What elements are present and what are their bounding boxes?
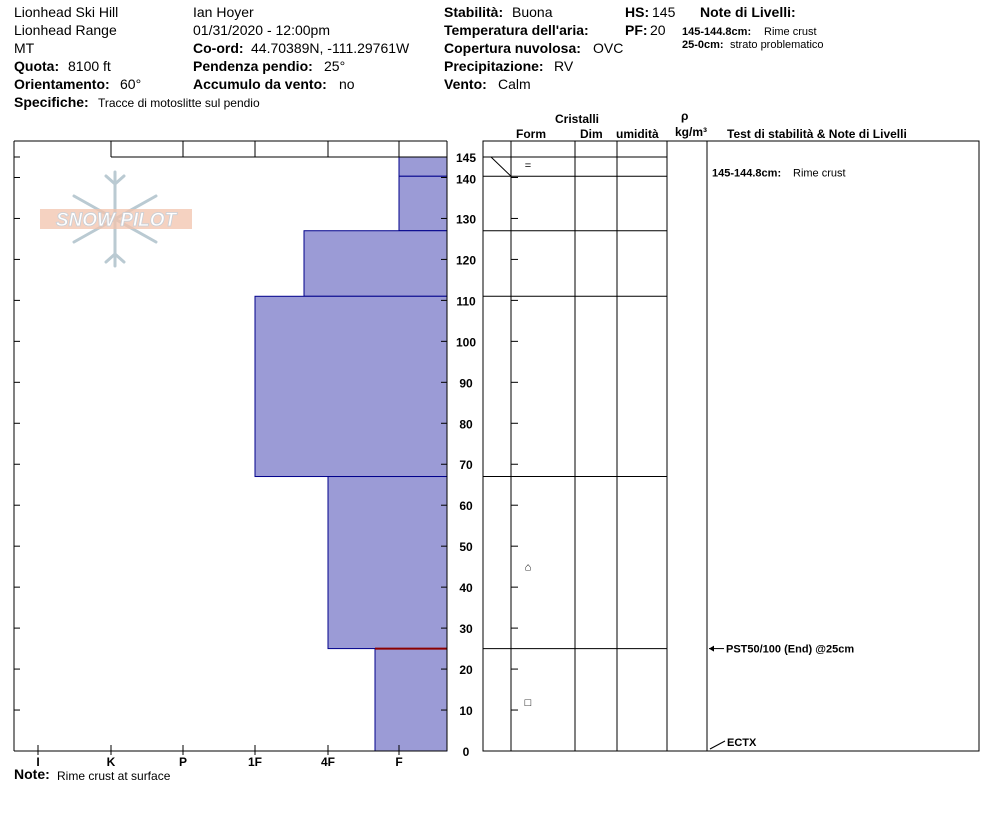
- hardness-layer-3: [304, 231, 447, 297]
- stability-label: Stabilità:: [444, 4, 504, 20]
- hardness-layer-1: [399, 157, 447, 176]
- stability-test-arrow-2: [710, 741, 725, 749]
- elevation-value: 8100 ft: [68, 58, 111, 74]
- depth-tick-label-140: 140: [455, 172, 477, 187]
- depth-tick-label-90: 90: [459, 376, 473, 391]
- tests-heading: Test di stabilità & Note di Livelli: [727, 127, 907, 141]
- hardness-layer-4: [255, 296, 447, 476]
- rho-heading: ρ: [681, 109, 689, 123]
- hardness-layer-5: [328, 477, 447, 649]
- hs-label: HS:: [625, 4, 650, 20]
- stability-value: Buona: [512, 4, 553, 20]
- depth-tick-label-20: 20: [459, 663, 473, 678]
- depth-tick-label-130: 130: [455, 212, 477, 227]
- crystal-form-symbol-2: ⌂: [524, 561, 532, 574]
- precip-value: RV: [554, 58, 574, 74]
- hardness-layer-6: [375, 649, 447, 751]
- depth-tick-label-145: 145: [455, 151, 477, 165]
- layer-note-2-range: 25-0cm:: [682, 39, 724, 51]
- depth-tick-label-120: 120: [455, 253, 477, 268]
- moisture-heading: umidità: [616, 127, 659, 141]
- coords-label: Co-ord:: [193, 40, 244, 56]
- hardness-tick-label-K: K: [106, 755, 116, 769]
- note-value: Rime crust at surface: [57, 769, 171, 783]
- hardness-axis: [36, 745, 402, 769]
- hardness-tick-label-P: P: [178, 755, 188, 769]
- wind-label: Vento:: [444, 76, 487, 92]
- depth-tick-label-110: 110: [456, 294, 476, 309]
- hardness-tick-label-I: I: [36, 755, 40, 769]
- aspect-label: Orientamento:: [14, 76, 110, 92]
- datetime: 01/31/2020 - 12:00pm: [193, 22, 330, 38]
- stability-test-arrowhead-1: [709, 646, 714, 652]
- depth-tick-label-50: 50: [459, 540, 473, 555]
- air-temp-label: Temperatura dell'aria:: [444, 22, 589, 38]
- crystals-heading: Cristalli: [555, 112, 600, 126]
- specifics-label: Specifiche:: [14, 94, 89, 110]
- depth-tick-label-100: 100: [455, 335, 477, 350]
- wind-loading-value: no: [339, 76, 355, 92]
- slanted-connector: [491, 157, 511, 176]
- stability-test-notes: [709, 167, 854, 749]
- slope-value: 25°: [324, 58, 346, 74]
- slope-label: Pendenza pendio:: [193, 58, 313, 74]
- depth-tick-label-10: 10: [459, 704, 473, 719]
- form-heading: Form: [516, 127, 546, 141]
- crystal-table: [483, 141, 979, 751]
- elevation-label: Quota:: [14, 58, 60, 74]
- pf-value: 20: [650, 22, 666, 38]
- depth-tick-label-60: 60: [459, 499, 473, 514]
- depth-tick-label-80: 80: [459, 417, 473, 432]
- specifics-value: Tracce di motoslitte sul pendio: [98, 96, 260, 110]
- size-heading: Dim: [580, 127, 603, 141]
- coords-value: 44.70389N, -111.29761W: [251, 40, 410, 56]
- logo-text: SNOW PILOT: [55, 210, 177, 231]
- hardness-tick-label-4F: 4F: [320, 755, 336, 769]
- depth-tick-label-70: 70: [459, 458, 473, 473]
- location: Lionhead Ski Hill: [14, 4, 119, 20]
- right-panel-frame: [483, 141, 979, 751]
- pf-label: PF:: [625, 22, 648, 38]
- density-unit-heading: kg/m³: [675, 125, 708, 139]
- aspect-value: 60°: [120, 76, 142, 92]
- depth-tick-label-30: 30: [459, 622, 473, 637]
- layer-note-1-text: Rime crust: [764, 26, 817, 38]
- depth-tick-label-0: 0: [462, 745, 470, 759]
- depth-tick-label-40: 40: [459, 581, 473, 596]
- stability-test-label-1: PST50/100 (End) @25cm: [726, 643, 855, 656]
- layer-note-2-text: strato problematico: [730, 39, 824, 51]
- crystal-form-symbol-3: □: [524, 696, 532, 709]
- layer-notes-title: Note di Livelli:: [700, 4, 796, 20]
- observer: Ian Hoyer: [193, 4, 254, 20]
- crystal-form-symbol-1: =: [524, 160, 532, 173]
- layer-note-1-range: 145-144.8cm:: [682, 26, 752, 38]
- note-label: Note:: [14, 766, 50, 782]
- stability-test-label-2: ECTX: [727, 737, 757, 749]
- hardness-layer-2: [399, 176, 447, 230]
- precip-label: Precipitazione:: [444, 58, 544, 74]
- state: MT: [14, 40, 35, 56]
- wind-value: Calm: [498, 76, 531, 92]
- hs-value: 145: [652, 4, 676, 20]
- sky-label: Copertura nuvolosa:: [444, 40, 581, 56]
- hardness-tick-label-F: F: [395, 755, 403, 769]
- range: Lionhead Range: [14, 22, 117, 38]
- test-note-text-1: Rime crust: [793, 167, 846, 180]
- hardness-bars: [255, 157, 447, 751]
- wind-loading-label: Accumulo da vento:: [193, 76, 327, 92]
- sky-value: OVC: [593, 40, 624, 56]
- hardness-tick-label-1F: 1F: [247, 755, 263, 769]
- test-note-range-1: 145-144.8cm:: [712, 167, 782, 180]
